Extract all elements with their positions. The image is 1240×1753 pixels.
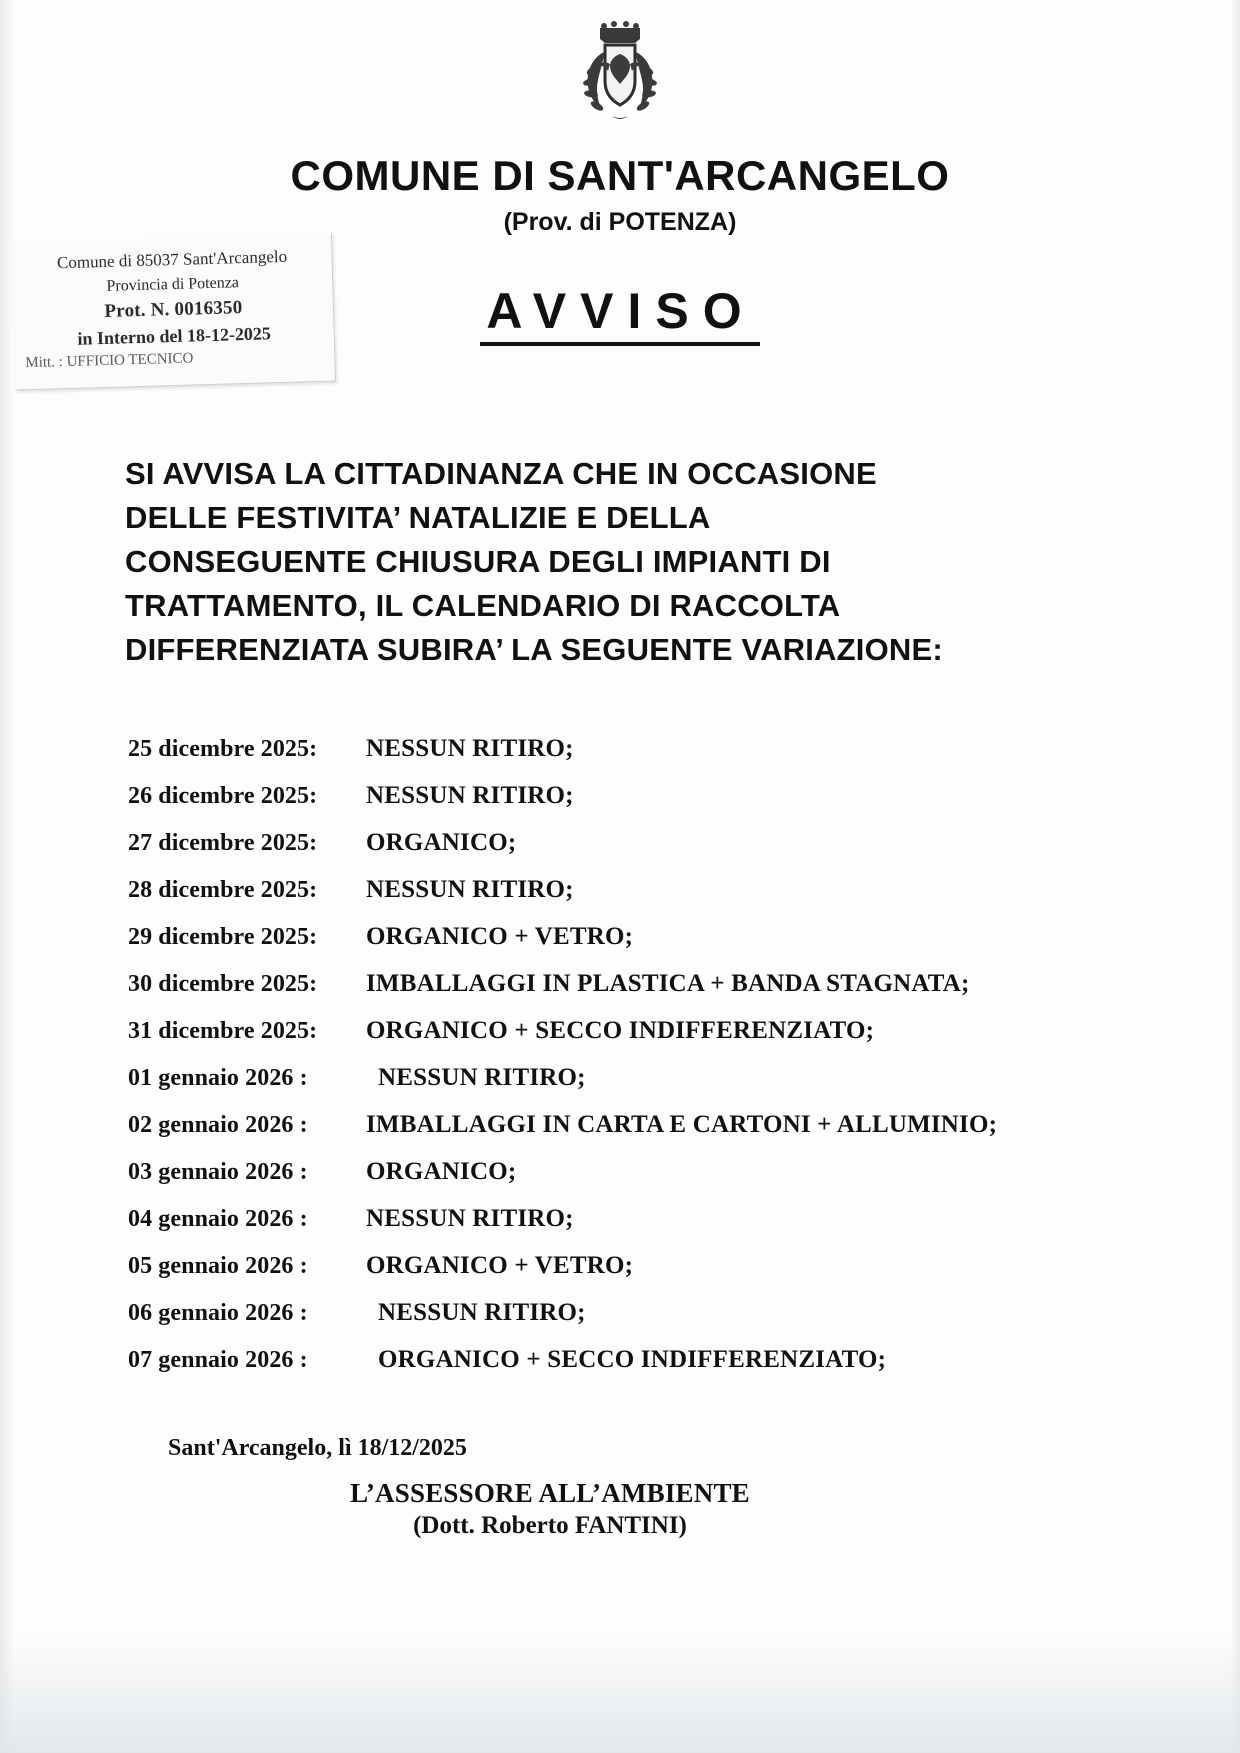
schedule-row-date: 29 dicembre 2025: <box>128 924 318 950</box>
stamp-line-provincia: Provincia di Potenza <box>106 273 240 295</box>
schedule-row <box>128 735 1128 782</box>
schedule-row-item: ORGANICO; <box>366 829 517 856</box>
scan-shadow-bottom <box>0 1633 1240 1753</box>
page-subtitle: (Prov. di POTENZA) <box>503 208 737 236</box>
schedule-row-item: ORGANICO; <box>366 1158 517 1185</box>
schedule-row <box>128 829 1128 876</box>
schedule-row <box>128 923 1128 970</box>
schedule-row-date: 28 dicembre 2025: <box>128 877 318 903</box>
coat-of-arms-icon <box>560 18 680 138</box>
notice-body-line-1: SI AVVISA LA CITTADINANZA CHE IN OCCASIONE <box>125 456 877 491</box>
stamp-line-date: in Interno del 18-12-2025 <box>77 323 272 350</box>
schedule-row-item: ORGANICO + SECCO INDIFFERENZIATO; <box>378 1346 887 1373</box>
signer-role: L’ASSESSORE ALL’AMBIENTE <box>350 1478 750 1508</box>
schedule-row-item: NESSUN RITIRO; <box>366 876 574 903</box>
schedule-row <box>128 782 1128 829</box>
notice-body-line-2: DELLE FESTIVITA’ NATALIZIE E DELLA <box>125 500 711 536</box>
schedule-row-date: 31 dicembre 2025: <box>128 1018 318 1044</box>
page-title: COMUNE DI SANT'ARCANGELO <box>290 152 950 199</box>
signature-block <box>0 1478 1100 1540</box>
schedule-row-date: 07 gennaio 2026 : <box>128 1347 308 1373</box>
schedule-row <box>128 1205 1128 1252</box>
stamp-line-sender: Mitt. : UFFICIO TECNICO <box>25 350 194 372</box>
schedule-row <box>128 1252 1128 1299</box>
schedule-row <box>128 876 1128 923</box>
stamp-line-comune: Comune di 85037 Sant'Arcangelo <box>56 246 288 273</box>
schedule-row <box>128 1111 1128 1158</box>
schedule-row-date: 04 gennaio 2026 : <box>128 1206 308 1232</box>
schedule-row <box>128 970 1128 1017</box>
schedule-row-date: 03 gennaio 2026 : <box>128 1159 308 1185</box>
schedule-row-date: 30 dicembre 2025: <box>128 971 318 997</box>
schedule-row-item: ORGANICO + VETRO; <box>366 1252 634 1279</box>
schedule-row-date: 01 gennaio 2026 : <box>128 1065 308 1091</box>
schedule-row-date: 26 dicembre 2025: <box>128 783 318 809</box>
scan-edge-right <box>1230 0 1240 1753</box>
signer-name: (Dott. Roberto FANTINI) <box>413 1512 687 1539</box>
schedule-row <box>128 1064 1128 1111</box>
schedule-row-item: NESSUN RITIRO; <box>366 1205 574 1232</box>
notice-body-line-4: TRATTAMENTO, IL CALENDARIO DI RACCOLTA <box>125 588 841 624</box>
collection-schedule-list <box>128 735 1128 1393</box>
schedule-row-item: ORGANICO + SECCO INDIFFERENZIATO; <box>366 1017 875 1044</box>
schedule-row <box>128 1299 1128 1346</box>
notice-body-line-5: DIFFERENZIATA SUBIRA’ LA SEGUENTE VARIAZIONE: <box>125 632 943 668</box>
schedule-row <box>128 1017 1128 1064</box>
schedule-row-date: 02 gennaio 2026 : <box>128 1112 308 1138</box>
notice-body <box>125 452 1115 672</box>
schedule-row-item: NESSUN RITIRO; <box>366 782 574 809</box>
notice-heading-text: AVVISO <box>480 282 759 346</box>
schedule-row-item: IMBALLAGGI IN PLASTICA + BANDA STAGNATA; <box>366 970 970 997</box>
schedule-row <box>128 1346 1128 1393</box>
schedule-row-date: 27 dicembre 2025: <box>128 830 318 856</box>
notice-heading <box>0 282 1240 346</box>
schedule-row-item: NESSUN RITIRO; <box>378 1064 586 1091</box>
schedule-row-date: 06 gennaio 2026 : <box>128 1300 308 1326</box>
schedule-row-date: 05 gennaio 2026 : <box>128 1253 308 1279</box>
schedule-row-item: IMBALLAGGI IN CARTA E CARTONI + ALLUMINIO; <box>366 1111 998 1138</box>
schedule-row-date: 25 dicembre 2025: <box>128 736 318 762</box>
schedule-row-item: NESSUN RITIRO; <box>366 735 574 762</box>
stamp-line-protocol-number: Prot. N. 0016350 <box>104 296 243 322</box>
schedule-row-item: ORGANICO + VETRO; <box>366 923 634 950</box>
schedule-row-item: NESSUN RITIRO; <box>378 1299 586 1326</box>
notice-body-line-3: CONSEGUENTE CHIUSURA DEGLI IMPIANTI DI <box>125 544 831 580</box>
place-and-date: Sant'Arcangelo, lì 18/12/2025 <box>168 1435 467 1461</box>
schedule-row <box>128 1158 1128 1205</box>
